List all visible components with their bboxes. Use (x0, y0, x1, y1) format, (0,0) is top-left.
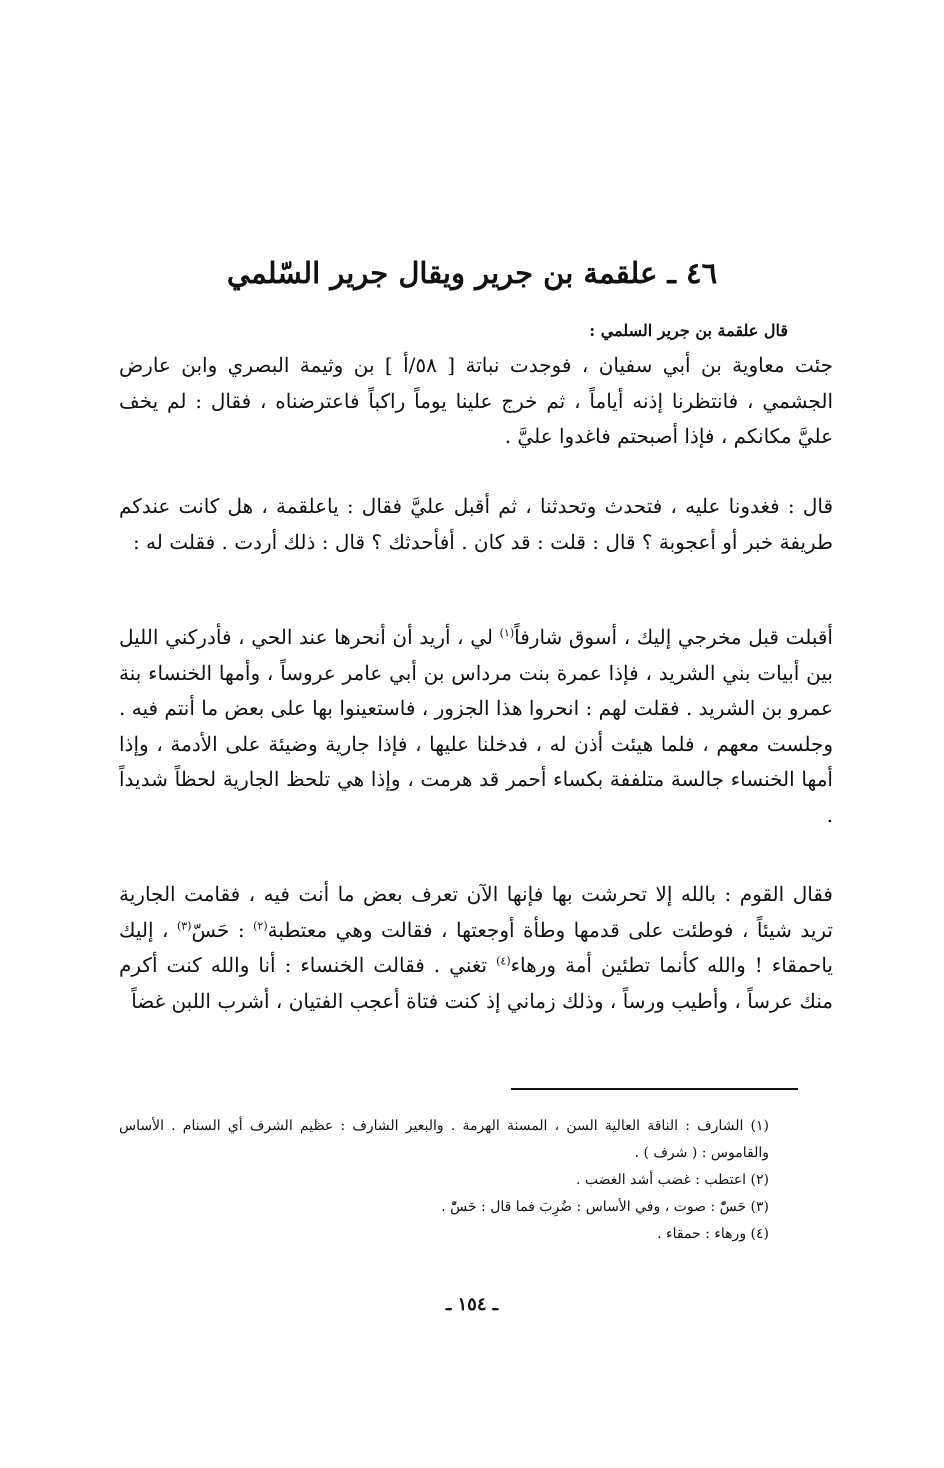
footnote-3: (٣) حَسّْ : صوت ، وفي الأساس : ضُرِبَ فما قال : حَسّْ . (441, 1199, 769, 1215)
footnote-ref-1[interactable]: (١) (499, 626, 515, 640)
paragraph-4-part-c: ، إليك ياحمقاء ! والله كأنما تطئين أمة ورهاء (119, 917, 834, 977)
footnote-1: (١) الشارف : الناقة العالية السن ، المسنة الهرمة . والبعير الشارف : عظيم الشرف أي السنام . الأساس والقاموس : ( شرف ) . (119, 1118, 769, 1161)
paragraph-3-part-a: أقبلت قبل مخرجي إليك ، أسوق شارفاً (514, 625, 833, 649)
footnote-divider (511, 1088, 798, 1090)
paragraph-4 (119, 877, 833, 1019)
paragraph-1: جئت معاوية بن أبي سفيان ، فوجدت نباتة [ ٥٨/أ ] بن وثيمة البصري وابن عارض الجشمي ، فانتظرنا إذنه أياماً ، ثم خرج علينا يوماً راكباً فاعترضناه ، فقال : لم يخف عليَّ مكانكم ، فإذا أصبحتم فاغدوا عليَّ . (119, 353, 833, 448)
paragraph-3-part-b: لي ، أريد أن أنحرها عند الحي ، فأدركني الليل بين أبيات بني الشريد ، فإذا عمرة بنت مرداس بن أبي عامر عروساً ، وأمها الخنساء بنة عمرو بن الشريد . فقلت لهم : انحروا هذا الجزور ، فاستعينوا بها على بعض ما أنتم فيه . وجلست معهم ، فلما هيئت أذن له ، فدخلنا عليها ، فإذا جارية وضيئة على الأدمة ، وإذا أمها الخنساء جالسة متلففة بكساء أحمر قد هرمت ، وإذا هي تلحظ الجارية لحظاً شديداً . (119, 625, 833, 827)
footnote-ref-3[interactable]: (٣) (176, 918, 192, 932)
footnote-4: (٤) ورهاء : حمقاء . (657, 1226, 769, 1242)
paragraph-2: قال : فغدونا عليه ، فتحدث وتحدثنا ، ثم أقبل عليَّ فقال : ياعلقمة ، هل كانت عندكم طريفة خبر أو أعجوبة ؟ قال : قلت : قد كان . أفأحدثك ؟ قال : ذلك أردت . فقلت له : (119, 494, 833, 554)
page-number: ـ ١٥٤ ـ (445, 1294, 499, 1315)
intro-line: قال علقمة بن جرير السلمي : (589, 321, 788, 340)
paragraph-3 (119, 620, 833, 833)
chapter-title: ٤٦ ـ علقمة بن جرير ويقال جرير السّلمي (226, 256, 718, 290)
footnote-2: (٢) اعتطب : غضب أشد الغضب . (575, 1172, 769, 1188)
footnote-ref-2[interactable]: (٢) (253, 918, 268, 932)
paragraph-4-part-a: فقال القوم : بالله إلا تحرشت بها فإنها الآن تعرف بعض ما أنت فيه ، فقامت الجارية تريد شيئاً ، فوطئت على قدمها وطأة أوجعتها ، فقالت وهي معتطبة (119, 882, 833, 942)
paragraph-4-part-d: تغني . فقالت الخنساء : أنا والله كنت أكرم منك عرساً ، وأطيب ورساً ، وذلك زماني إذ كنت فتاة أعجب الفتيان ، أشرب اللبن غضاً (119, 953, 833, 1013)
footnote-ref-4[interactable]: (٤) (496, 954, 511, 968)
footnotes (119, 1113, 833, 1248)
paragraph-4-part-b: : حَسّ (191, 917, 254, 942)
